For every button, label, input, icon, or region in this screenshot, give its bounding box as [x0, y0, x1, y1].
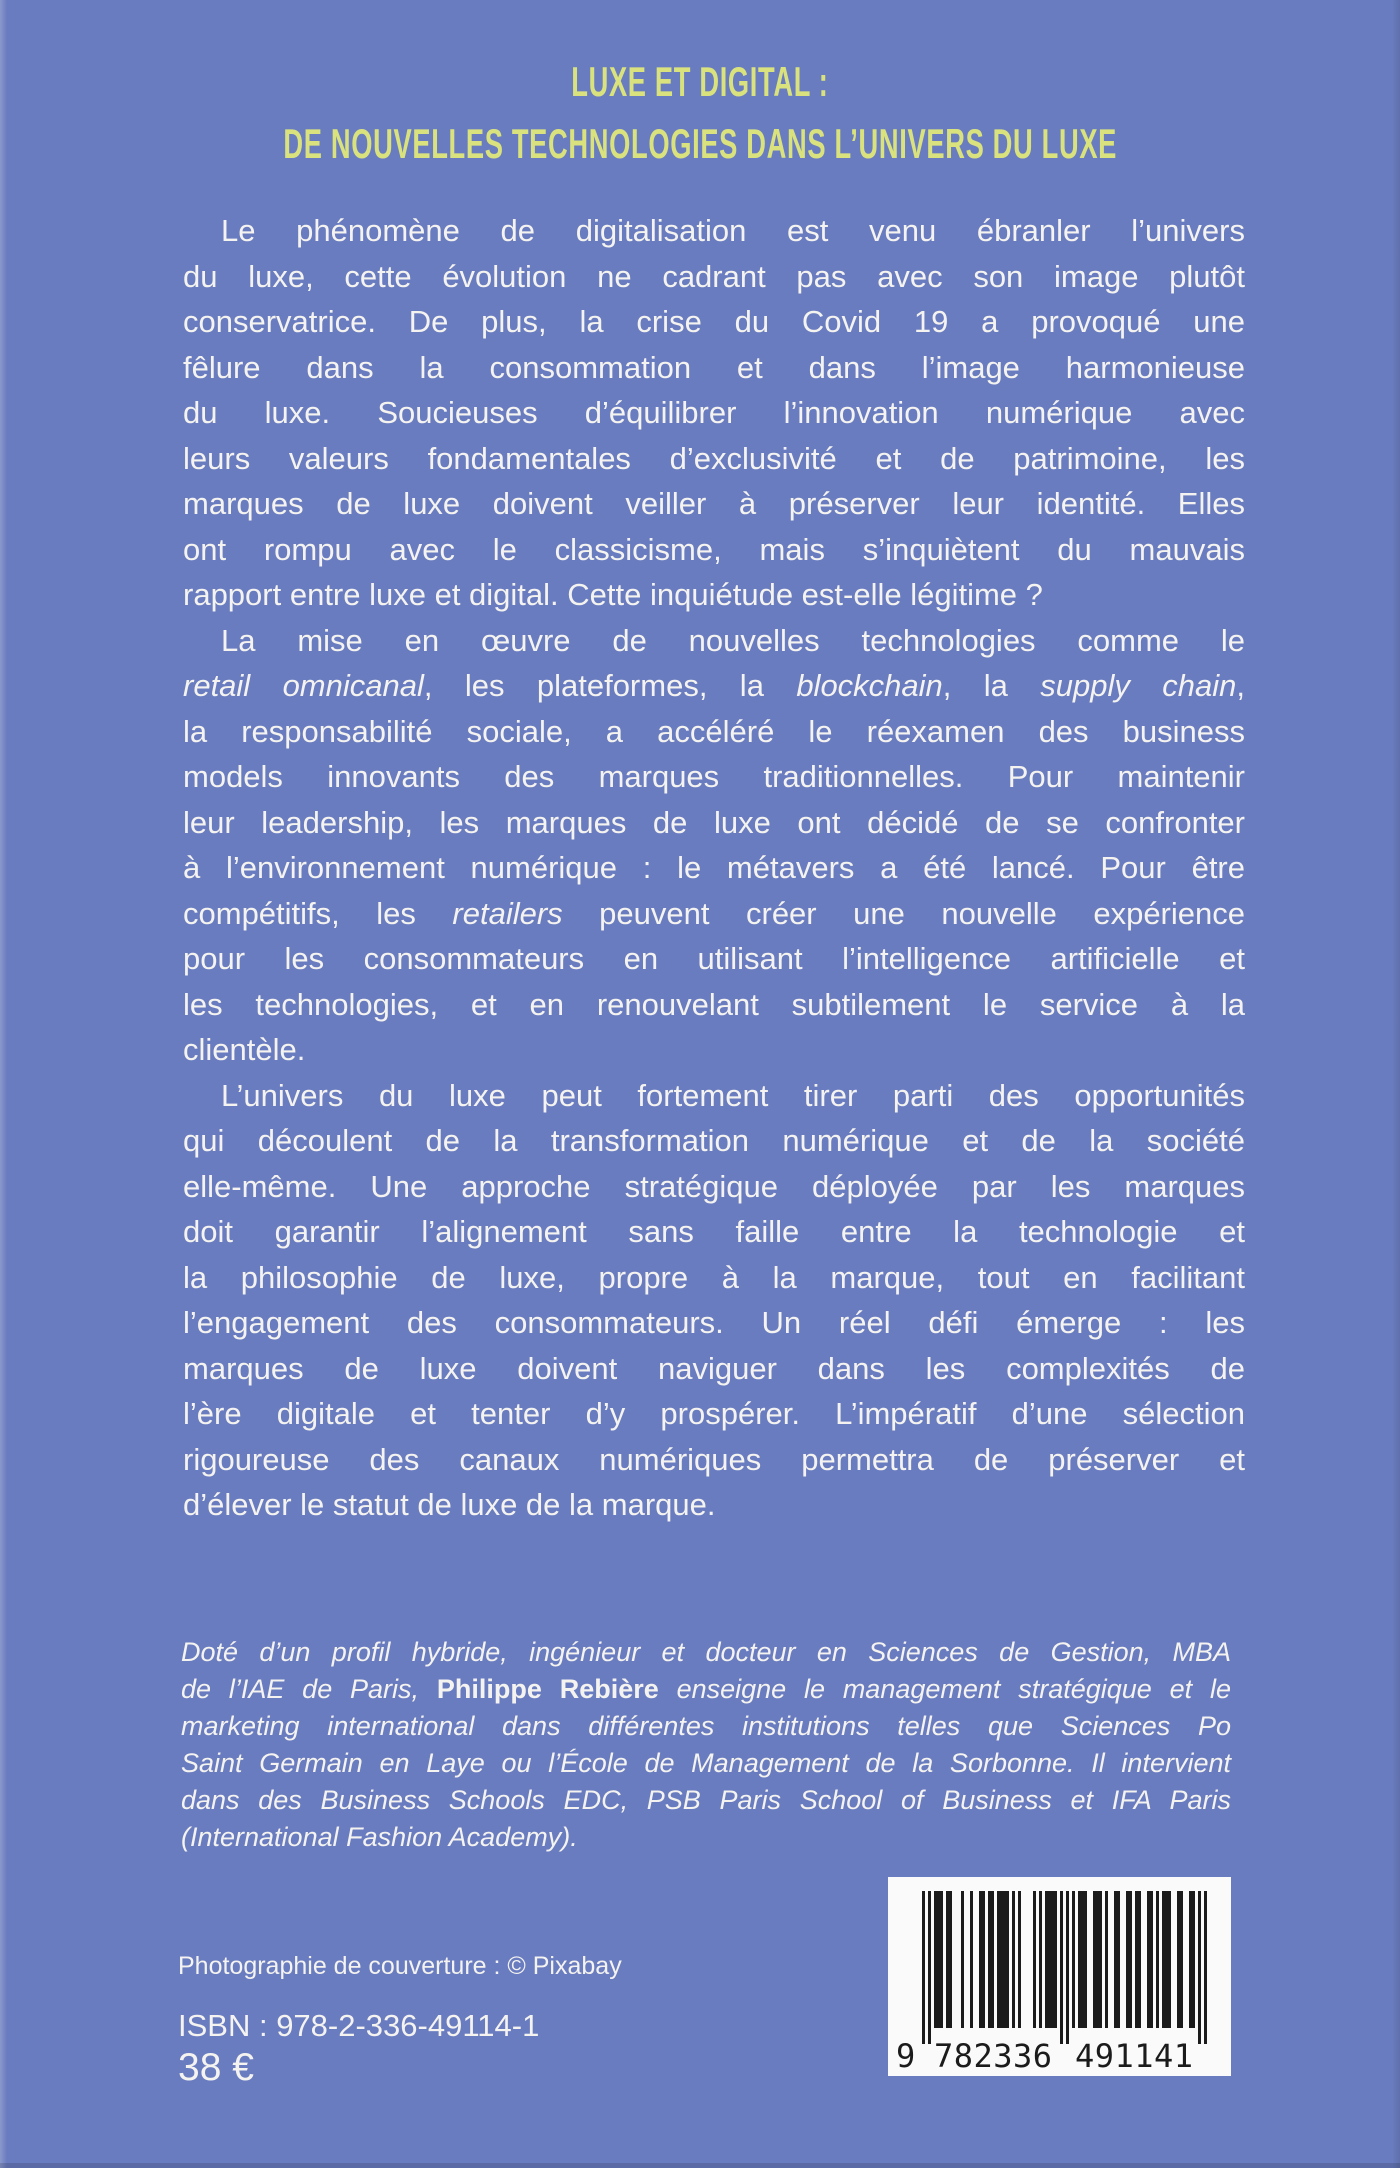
text-line	[183, 436, 1245, 482]
text-line	[183, 845, 1245, 891]
text-segment: la philosophie de luxe, propre à la marque, tout en facilitant	[183, 1259, 1245, 1295]
text-line	[183, 754, 1245, 800]
text-line	[183, 936, 1245, 982]
text-line	[183, 1346, 1245, 1392]
cover-edge-highlight	[0, 0, 7, 2168]
text-segment: dans des Business Schools EDC, PSB Paris School of Business et IFA Paris	[181, 1785, 1231, 1815]
text-segment: à l’environnement numérique : le métavers a été lancé. Pour être	[183, 850, 1245, 885]
isbn: ISBN : 978-2-336-49114-1	[178, 2008, 540, 2043]
text-segment: Doté d’un profil hybride, ingénieur et docteur en Sciences de Gestion, MBA	[181, 1637, 1231, 1667]
text-segment: enseigne le management stratégique et le	[658, 1674, 1231, 1704]
paragraph	[183, 1073, 1245, 1528]
text-line	[181, 1819, 1231, 1856]
text-segment: fêlure dans la consommation et dans l’image harmonieuse	[183, 349, 1245, 385]
synopsis	[183, 208, 1245, 1528]
text-segment: leur leadership, les marques de luxe ont décidé de se confronter	[183, 804, 1245, 840]
text-line	[183, 208, 1245, 254]
author-name: Philippe Rebière	[436, 1674, 659, 1704]
text-line	[183, 572, 1245, 618]
text-line	[183, 1255, 1245, 1301]
book-title	[0, 60, 1400, 166]
text-segment: retail omnicanal	[183, 668, 424, 703]
text-segment: supply chain	[1040, 668, 1237, 703]
text-segment: l’engagement des consommateurs. Un réel défi émerge : les	[183, 1305, 1245, 1340]
text-line	[183, 618, 1245, 664]
text-line	[181, 1782, 1231, 1819]
text-segment: retailers	[452, 895, 563, 931]
text-line	[183, 1118, 1245, 1164]
text-line	[183, 390, 1245, 436]
text-line	[181, 1708, 1231, 1745]
cover-edge-shadow-bottom	[0, 2163, 1400, 2168]
text-line	[181, 1634, 1231, 1671]
text-line	[181, 1671, 1231, 1708]
text-segment: blockchain	[796, 668, 943, 703]
barcode-svg	[888, 1877, 1231, 2076]
text-line	[183, 1482, 1245, 1528]
text-segment: d’élever le statut de luxe de la marque.	[183, 1487, 716, 1522]
text-line	[183, 481, 1245, 527]
text-segment: , les plateformes, la	[423, 668, 797, 703]
text-segment: models innovants des marques traditionnelles. Pour maintenir	[183, 759, 1245, 794]
text-segment: de l’IAE de Paris,	[181, 1674, 437, 1704]
text-segment: (International Fashion Academy).	[181, 1822, 578, 1852]
text-segment: Saint Germain en Laye ou l’École de Management de la Sorbonne. Il intervient	[181, 1748, 1231, 1778]
text-segment: La mise en œuvre de nouvelles technologies comme le	[221, 622, 1245, 658]
text-line	[183, 254, 1245, 300]
svg-text:9: 9	[896, 2037, 916, 2075]
paragraph	[181, 1634, 1231, 1856]
text-segment: L’univers du luxe peut fortement tirer parti des opportunités	[221, 1077, 1245, 1113]
text-segment: la responsabilité sociale, a accéléré le réexamen des business	[183, 713, 1245, 749]
text-line	[183, 345, 1245, 391]
book-title-line-1: LUXE ET DIGITAL :	[571, 58, 829, 105]
paragraph	[183, 208, 1245, 618]
text-segment: rigoureuse des canaux numériques permettra de préserver et	[183, 1441, 1245, 1477]
text-segment: Le phénomène de digitalisation est venu ébranler l’univers	[221, 213, 1245, 248]
text-line	[183, 709, 1245, 755]
text-segment: leurs valeurs fondamentales d’exclusivité et de patrimoine, les	[183, 440, 1245, 476]
cover-edge-shadow	[1392, 0, 1400, 2168]
text-line	[183, 800, 1245, 846]
text-segment: les technologies, et en renouvelant subtilement le service à la	[183, 986, 1245, 1022]
text-segment: peuvent créer une nouvelle expérience	[562, 895, 1245, 931]
price: 38 €	[178, 2046, 254, 2089]
text-line	[183, 1209, 1245, 1255]
text-segment: marques de luxe doivent veiller à préserver leur identité. Elles	[183, 486, 1245, 521]
author-bio	[181, 1634, 1231, 1856]
text-segment: l’ère digitale et tenter d’y prospérer. L’impératif d’une sélection	[183, 1396, 1245, 1431]
text-line	[183, 1027, 1245, 1073]
paragraph	[183, 618, 1245, 1073]
text-line	[183, 527, 1245, 573]
text-segment: conservatrice. De plus, la crise du Covid 19 a provoqué une	[183, 304, 1245, 339]
text-line	[183, 1391, 1245, 1437]
photo-credit: Photographie de couverture : © Pixabay	[178, 1952, 622, 1980]
text-line	[183, 891, 1245, 937]
svg-text:782336: 782336	[934, 2037, 1052, 2075]
text-segment: ont rompu avec le classicisme, mais s’inquiètent du mauvais	[183, 531, 1245, 567]
text-segment: qui découlent de la transformation numérique et de la société	[183, 1123, 1245, 1158]
text-line	[183, 982, 1245, 1028]
text-line	[181, 1745, 1231, 1782]
text-segment: doit garantir l’alignement sans faille entre la technologie et	[183, 1214, 1245, 1249]
text-line	[183, 1300, 1245, 1346]
text-segment: clientèle.	[183, 1032, 306, 1067]
text-segment: du luxe, cette évolution ne cadrant pas avec son image plutôt	[183, 258, 1245, 294]
text-segment: marketing international dans différentes institutions telles que Sciences Po	[181, 1711, 1231, 1741]
text-line	[183, 663, 1245, 709]
text-segment: compétitifs, les	[183, 895, 453, 931]
text-line	[183, 1073, 1245, 1119]
book-title-line-2: DE NOUVELLES TECHNOLOGIES DANS L’UNIVERS DU LUXE	[283, 120, 1117, 167]
text-segment: , la	[942, 668, 1041, 703]
text-line	[183, 1437, 1245, 1483]
text-segment: du luxe. Soucieuses d’équilibrer l’innovation numérique avec	[183, 395, 1245, 430]
barcode	[888, 1877, 1231, 2076]
text-segment: rapport entre luxe et digital. Cette inquiétude est-elle légitime ?	[183, 577, 1043, 612]
text-line	[183, 299, 1245, 345]
text-segment: elle-même. Une approche stratégique déployée par les marques	[183, 1168, 1245, 1204]
svg-text:491141: 491141	[1075, 2037, 1193, 2075]
text-segment: ,	[1236, 668, 1245, 703]
text-segment: marques de luxe doivent naviguer dans les complexités de	[183, 1350, 1245, 1386]
text-segment: pour les consommateurs en utilisant l’intelligence artificielle et	[183, 941, 1245, 976]
text-line	[183, 1164, 1245, 1210]
